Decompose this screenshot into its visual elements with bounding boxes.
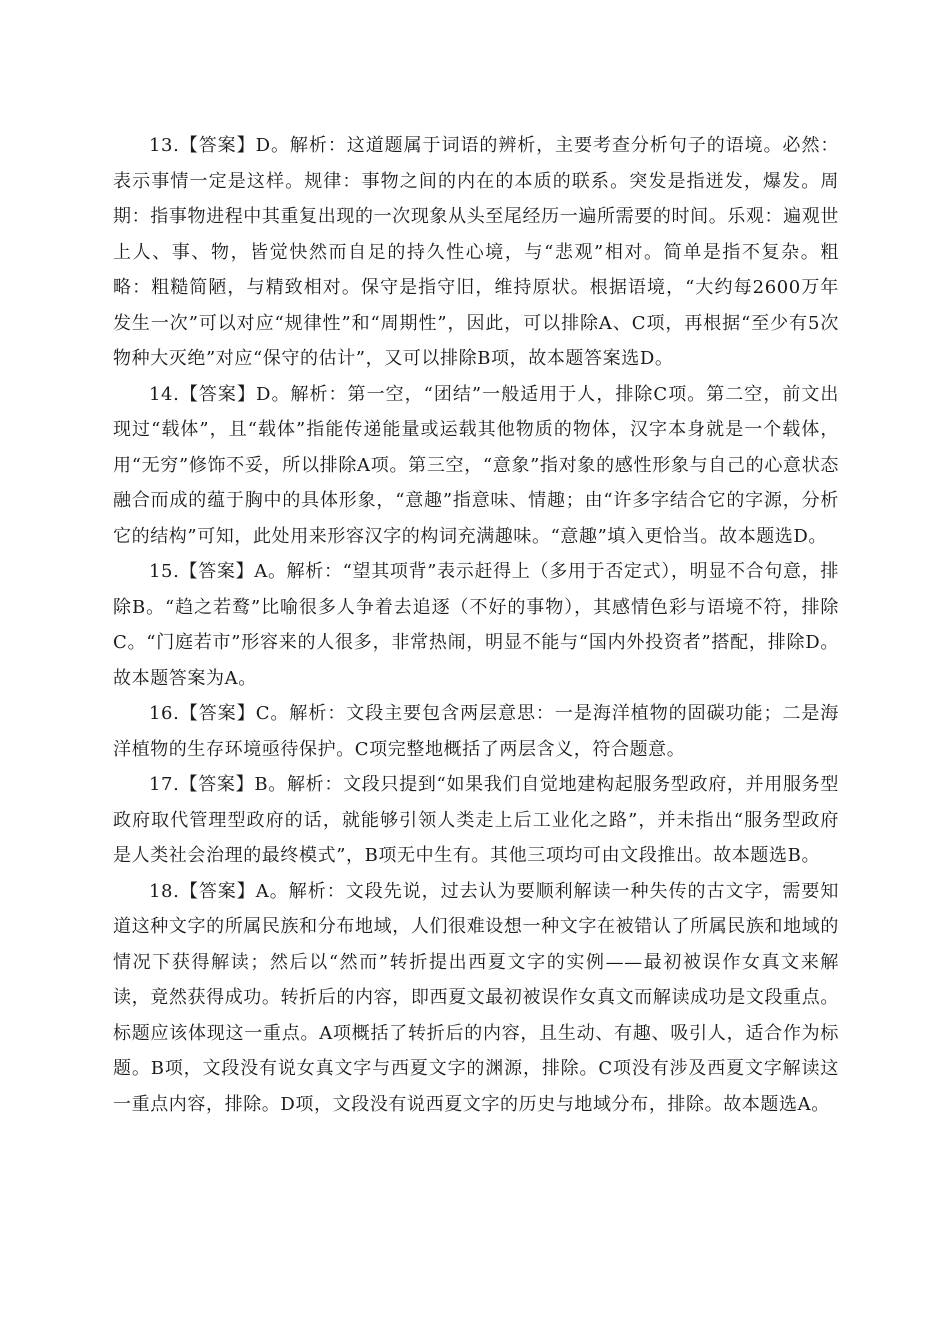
analysis-text: 。解析：这道题属于词语的辨析，主要考查分析句子的语境。必然：表示事情一定是这样。规律：事物之间的内在的本质的联系。突发是指迸发，爆发。周期：指事物进程中其重复出现的一次现象从头至尾经历一遍所需要的时间。乐观：遍观世上人、事、物，皆觉快然而自足的持久性心境，与“悲观”相对。简单是指不复杂。粗略：粗糙简陋，与精致相对。保守是指守旧，维持原状。根据语境，“大约每2600万年发生一次”可以对应“规律性”和“周期性”，因此，可以排除A、C项，再根据“至少有5次物种大灭绝”对应“保守的估计”，又可以排除B项，故本题答案选D。 (113, 135, 840, 369)
question-number: 15. (149, 561, 180, 582)
answer-item-14 (113, 377, 839, 555)
label-bracket-close: 】 (236, 703, 256, 724)
label-bracket-open: 【 (179, 880, 199, 902)
answer-label: 答案 (198, 383, 237, 405)
answer-label: 答案 (198, 561, 236, 582)
analysis-text: 。解析：文段主要包含两层意思：一是海洋植物的固碳功能；二是海洋植物的生存环境亟待保护。C项完整地概括了两层含义，符合题意。 (113, 703, 840, 760)
answer-document (113, 128, 839, 1122)
answer-letter: A (254, 561, 268, 582)
answer-item-16 (113, 696, 839, 767)
answer-item-15 (113, 554, 839, 696)
label-bracket-close: 】 (235, 774, 255, 795)
analysis-text: 。解析：文段只提到“如果我们自觉地建构起服务型政府，并用服务型政府取代管理型政府的话，就能够引领人类走上后工业化之路”，并未指出“服务型政府是人类社会治理的最终模式”，B项无中生有。其他三项均可由文段推出。故本题选B。 (113, 774, 839, 866)
question-number: 16. (149, 703, 180, 724)
label-bracket-open: 【 (179, 135, 199, 156)
label-bracket-close: 】 (236, 880, 256, 902)
answer-letter: D (255, 135, 271, 156)
answer-letter: C (255, 703, 271, 724)
analysis-text: 。解析：第一空，“团结”一般适用于人，排除C项。第二空，前文出现过“载体”，且“载体”指能传递能量或运载其他物质的物体，汉字本身就是一个载体，用“无穷”修饰不妥，所以排除A项。第三空，“意象”指对象的感性形象与自己的心意状态融合而成的蕴于胸中的具体形象，“意趣”指意味、情趣；由“许多字结合它的字源，分析它的结构”可知，此处用来形容汉字的构词充满趣味。“意趣”填入更恰当。故本题选D。 (113, 383, 839, 547)
answer-label: 答案 (198, 135, 237, 156)
answer-letter: D (255, 383, 272, 405)
question-number: 17. (149, 774, 180, 795)
label-bracket-close: 】 (236, 383, 256, 405)
label-bracket-close: 】 (235, 561, 255, 582)
analysis-text: 。解析：文段先说，过去认为要顺利解读一种失传的古文字，需要知道这种文字的所属民族和分布地域，人们很难设想一种文字在被错认了所属民族和地域的情况下获得解读；然后以“然而”转折提出西夏文字的实例——最初被误作女真文来解读，竟然获得成功。转折后的内容，即西夏文最初被误作女真文而解读成功是文段重点。标题应该体现这一重点。A项概括了转折后的内容，且生动、有趣、吸引人，适合作为标题。B项，文段没有说女真文字与西夏文字的渊源，排除。C项没有涉及西夏文字解读这一重点内容，排除。D项，文段没有说西夏文字的历史与地域分布，排除。故本题选A。 (113, 880, 840, 1115)
question-number: 13. (149, 135, 180, 156)
answer-label: 答案 (198, 774, 236, 795)
answer-letter: B (254, 774, 269, 795)
label-bracket-open: 【 (179, 383, 199, 405)
label-bracket-open: 【 (179, 774, 199, 795)
question-number: 14. (149, 383, 180, 405)
question-number: 18. (149, 880, 180, 902)
answer-item-18 (113, 874, 839, 1123)
analysis-text: 。解析：“望其项背”表示赶得上（多用于否定式），明显不合句意，排除B。“趋之若鹜”比喻很多人争着去追逐（不好的事物），其感情色彩与语境不符，排除C。“门庭若市”形容来的人很多，非常热闹，明显不能与“国内外投资者”搭配，排除D。故本题答案为A。 (113, 561, 839, 689)
label-bracket-open: 【 (179, 561, 199, 582)
answer-label: 答案 (198, 880, 237, 902)
label-bracket-close: 】 (236, 135, 256, 156)
answer-item-13 (113, 128, 839, 377)
answer-item-17 (113, 767, 839, 874)
label-bracket-open: 【 (179, 703, 199, 724)
answer-letter: A (255, 880, 270, 902)
answer-label: 答案 (198, 703, 237, 724)
